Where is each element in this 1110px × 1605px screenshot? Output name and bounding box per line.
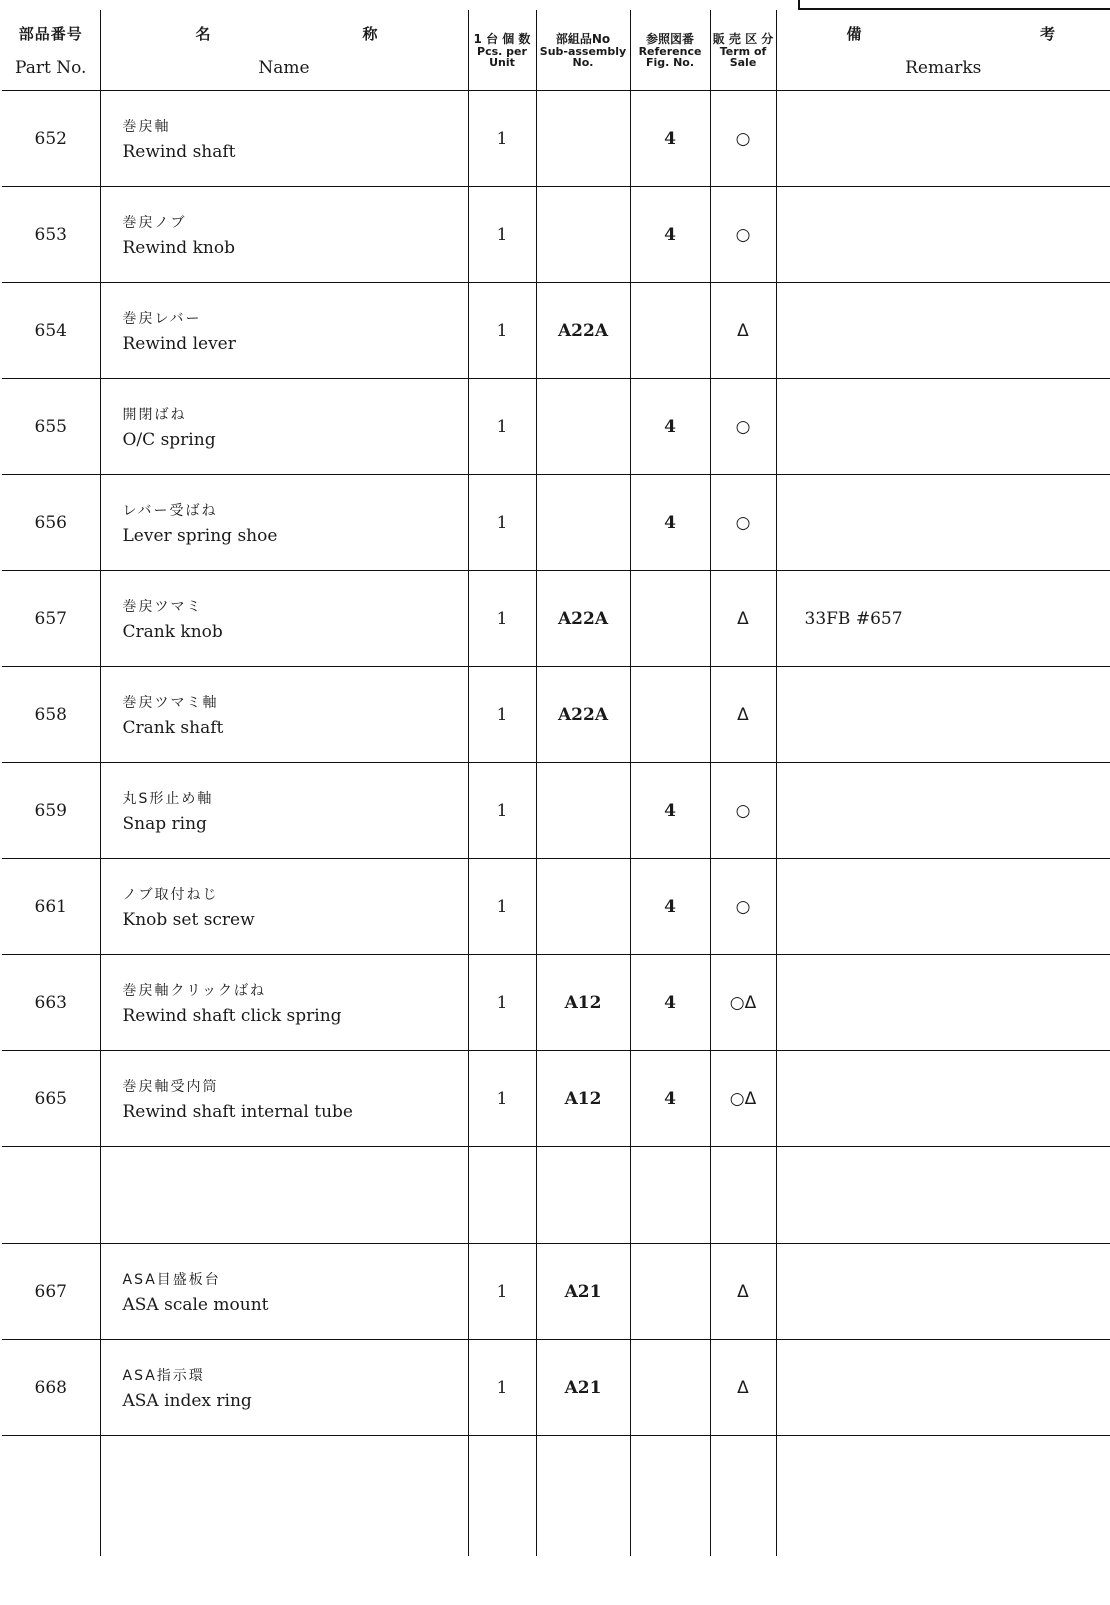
remarks-cell <box>776 1147 1110 1244</box>
name-cell <box>100 1147 468 1244</box>
term-of-sale-cell: ○ <box>710 859 776 955</box>
subassembly-cell: A21 <box>536 1340 630 1436</box>
name-jp: 巻戻ツマミ軸 <box>122 694 219 711</box>
table-header-row <box>2 10 1110 91</box>
pcs-cell: 1 <box>468 1244 536 1340</box>
part-no-cell: 661 <box>2 859 100 955</box>
pcs-cell: 1 <box>468 379 536 475</box>
subassembly-cell: A12 <box>536 955 630 1051</box>
name-jp: 巻戻軸受内筒 <box>122 1078 219 1095</box>
name-en: Rewind shaft <box>122 141 236 162</box>
name-jp: 開閉ばね <box>122 406 187 423</box>
part-no-cell: 654 <box>2 283 100 379</box>
name-jp: 巻戻軸 <box>122 118 171 135</box>
col-header-name <box>100 10 468 91</box>
reference-cell: 4 <box>630 187 710 283</box>
reference-cell <box>630 1436 710 1557</box>
pcs-cell: 1 <box>468 475 536 571</box>
col-header-part-no <box>2 10 100 91</box>
name-jp: 巻戻ノブ <box>122 214 187 231</box>
name-en: Rewind lever <box>122 333 236 354</box>
table-row <box>2 187 1110 283</box>
name-en: ASA scale mount <box>122 1294 269 1315</box>
name-jp: ASA目盛板台 <box>122 1271 221 1288</box>
term-of-sale-cell: ○ <box>710 91 776 187</box>
name-en: Lever spring shoe <box>122 525 278 546</box>
remarks-cell <box>776 1244 1110 1340</box>
subassembly-cell <box>536 859 630 955</box>
name-cell <box>100 571 468 667</box>
reference-cell <box>630 283 710 379</box>
table-row <box>2 1051 1110 1147</box>
pcs-cell: 1 <box>468 955 536 1051</box>
pcs-cell <box>468 1436 536 1557</box>
ref-label-jp: 参照図番 <box>645 31 694 46</box>
pcs-cell: 1 <box>468 667 536 763</box>
col-header-term <box>710 10 776 91</box>
term-of-sale-cell: Δ <box>710 1244 776 1340</box>
name-en: Rewind shaft internal tube <box>122 1101 353 1122</box>
reference-cell: 4 <box>630 1051 710 1147</box>
col-header-reference <box>630 10 710 91</box>
name-cell <box>100 283 468 379</box>
subassembly-cell: A22A <box>536 283 630 379</box>
pcs-label-jp: 1 台 個 数 <box>473 31 531 46</box>
name-jp: 巻戻軸クリックばね <box>122 982 266 999</box>
remarks-cell <box>776 187 1110 283</box>
name-jp: ASA指示環 <box>122 1367 205 1384</box>
subassembly-cell <box>536 1436 630 1557</box>
parts-list-table <box>2 10 1110 1556</box>
name-cell <box>100 1051 468 1147</box>
name-jp: 丸S形止め軸 <box>122 790 214 807</box>
reference-cell <box>630 571 710 667</box>
remarks-cell <box>776 1436 1110 1557</box>
term-of-sale-cell: Δ <box>710 283 776 379</box>
remarks-cell <box>776 1340 1110 1436</box>
remarks-cell <box>776 859 1110 955</box>
table-row <box>2 379 1110 475</box>
part-no-cell: 665 <box>2 1051 100 1147</box>
reference-cell: 4 <box>630 91 710 187</box>
name-cell <box>100 859 468 955</box>
term-of-sale-cell <box>710 1147 776 1244</box>
table-row <box>2 1340 1110 1436</box>
reference-cell <box>630 1147 710 1244</box>
term-of-sale-cell: ○Δ <box>710 955 776 1051</box>
name-en: Snap ring <box>122 813 207 834</box>
remarks-cell <box>776 763 1110 859</box>
pcs-cell: 1 <box>468 763 536 859</box>
term-of-sale-cell: ○ <box>710 475 776 571</box>
part-no-cell: 656 <box>2 475 100 571</box>
name-en: Crank knob <box>122 621 223 642</box>
name-cell <box>100 763 468 859</box>
name-en: Rewind knob <box>122 237 235 258</box>
table-row <box>2 475 1110 571</box>
reference-cell <box>630 667 710 763</box>
term-of-sale-cell: Δ <box>710 571 776 667</box>
remarks-cell: 33FB #657 <box>776 571 1110 667</box>
remarks-label-jp-left: 備 <box>846 24 862 43</box>
table-row <box>2 283 1110 379</box>
table-row <box>2 667 1110 763</box>
pcs-cell <box>468 1147 536 1244</box>
part-no-cell: 652 <box>2 91 100 187</box>
name-en: Knob set screw <box>122 909 255 930</box>
table-row <box>2 91 1110 187</box>
name-cell <box>100 1340 468 1436</box>
name-cell <box>100 379 468 475</box>
term-of-sale-cell: ○ <box>710 379 776 475</box>
name-label-jp-right: 称 <box>362 24 378 43</box>
subassembly-cell: A12 <box>536 1051 630 1147</box>
subassembly-cell: A22A <box>536 667 630 763</box>
part-no-cell: 653 <box>2 187 100 283</box>
reference-cell: 4 <box>630 859 710 955</box>
reference-cell <box>630 1244 710 1340</box>
name-cell <box>100 955 468 1051</box>
part-no-cell: 657 <box>2 571 100 667</box>
reference-cell <box>630 1340 710 1436</box>
remarks-cell <box>776 667 1110 763</box>
part-no-cell: 659 <box>2 763 100 859</box>
header-corner-box <box>798 0 1110 10</box>
term-label-en: Term of Sale <box>719 44 767 69</box>
part-no-cell <box>2 1147 100 1244</box>
term-of-sale-cell: Δ <box>710 667 776 763</box>
table-row <box>2 859 1110 955</box>
subassembly-cell <box>536 187 630 283</box>
pcs-cell: 1 <box>468 571 536 667</box>
subassembly-cell <box>536 763 630 859</box>
remarks-cell <box>776 955 1110 1051</box>
col-header-remarks <box>776 10 1110 91</box>
remarks-label-en: Remarks <box>905 57 982 78</box>
pcs-cell: 1 <box>468 859 536 955</box>
pcs-cell: 1 <box>468 1340 536 1436</box>
table-row <box>2 763 1110 859</box>
remarks-cell <box>776 91 1110 187</box>
reference-cell: 4 <box>630 763 710 859</box>
name-jp: 巻戻レバー <box>122 310 202 327</box>
remarks-cell <box>776 1051 1110 1147</box>
name-label-en: Name <box>258 57 310 78</box>
part-no-label-en: Part No. <box>15 57 87 78</box>
term-label-jp: 販 売 区 分 <box>712 31 774 46</box>
name-cell <box>100 475 468 571</box>
table-row <box>2 955 1110 1051</box>
part-no-cell <box>2 1436 100 1557</box>
pcs-cell: 1 <box>468 187 536 283</box>
sub-label-en: Sub-assembly No. <box>539 44 627 69</box>
reference-cell: 4 <box>630 379 710 475</box>
name-jp: ノブ取付ねじ <box>122 886 219 903</box>
name-cell <box>100 91 468 187</box>
remarks-label-jp-right: 考 <box>1039 24 1055 43</box>
subassembly-cell <box>536 475 630 571</box>
subassembly-cell <box>536 1147 630 1244</box>
table-row <box>2 1147 1110 1244</box>
reference-cell: 4 <box>630 475 710 571</box>
pcs-label-en: Pcs. per Unit <box>477 44 527 69</box>
pcs-cell: 1 <box>468 91 536 187</box>
name-en: Crank shaft <box>122 717 224 738</box>
term-of-sale-cell <box>710 1436 776 1557</box>
name-en: ASA index ring <box>122 1390 252 1411</box>
part-no-cell: 667 <box>2 1244 100 1340</box>
col-header-pcs <box>468 10 536 91</box>
name-label-jp <box>101 23 468 44</box>
subassembly-cell <box>536 91 630 187</box>
remarks-cell <box>776 475 1110 571</box>
name-en: O/C spring <box>122 429 216 450</box>
part-no-label-jp: 部品番号 <box>18 24 83 43</box>
part-no-cell: 658 <box>2 667 100 763</box>
term-of-sale-cell: ○ <box>710 187 776 283</box>
table-row <box>2 1436 1110 1557</box>
name-cell <box>100 1244 468 1340</box>
name-cell <box>100 667 468 763</box>
part-no-cell: 655 <box>2 379 100 475</box>
name-jp: レバー受ばね <box>122 502 218 519</box>
remarks-cell <box>776 283 1110 379</box>
remarks-label-jp <box>777 23 1110 44</box>
name-jp: 巻戻ツマミ <box>122 598 203 615</box>
subassembly-cell: A22A <box>536 571 630 667</box>
term-of-sale-cell: ○ <box>710 763 776 859</box>
name-label-jp-left: 名 <box>195 24 211 43</box>
pcs-cell: 1 <box>468 283 536 379</box>
sub-label-jp: 部組品No <box>555 31 611 46</box>
term-of-sale-cell: Δ <box>710 1340 776 1436</box>
ref-label-en: Reference Fig. No. <box>638 44 702 69</box>
remarks-cell <box>776 379 1110 475</box>
subassembly-cell <box>536 379 630 475</box>
name-en: Rewind shaft click spring <box>122 1005 342 1026</box>
table-row <box>2 571 1110 667</box>
subassembly-cell: A21 <box>536 1244 630 1340</box>
table-row <box>2 1244 1110 1340</box>
col-header-subassembly <box>536 10 630 91</box>
term-of-sale-cell: ○Δ <box>710 1051 776 1147</box>
part-no-cell: 668 <box>2 1340 100 1436</box>
name-cell <box>100 187 468 283</box>
part-no-cell: 663 <box>2 955 100 1051</box>
reference-cell: 4 <box>630 955 710 1051</box>
pcs-cell: 1 <box>468 1051 536 1147</box>
name-cell <box>100 1436 468 1557</box>
